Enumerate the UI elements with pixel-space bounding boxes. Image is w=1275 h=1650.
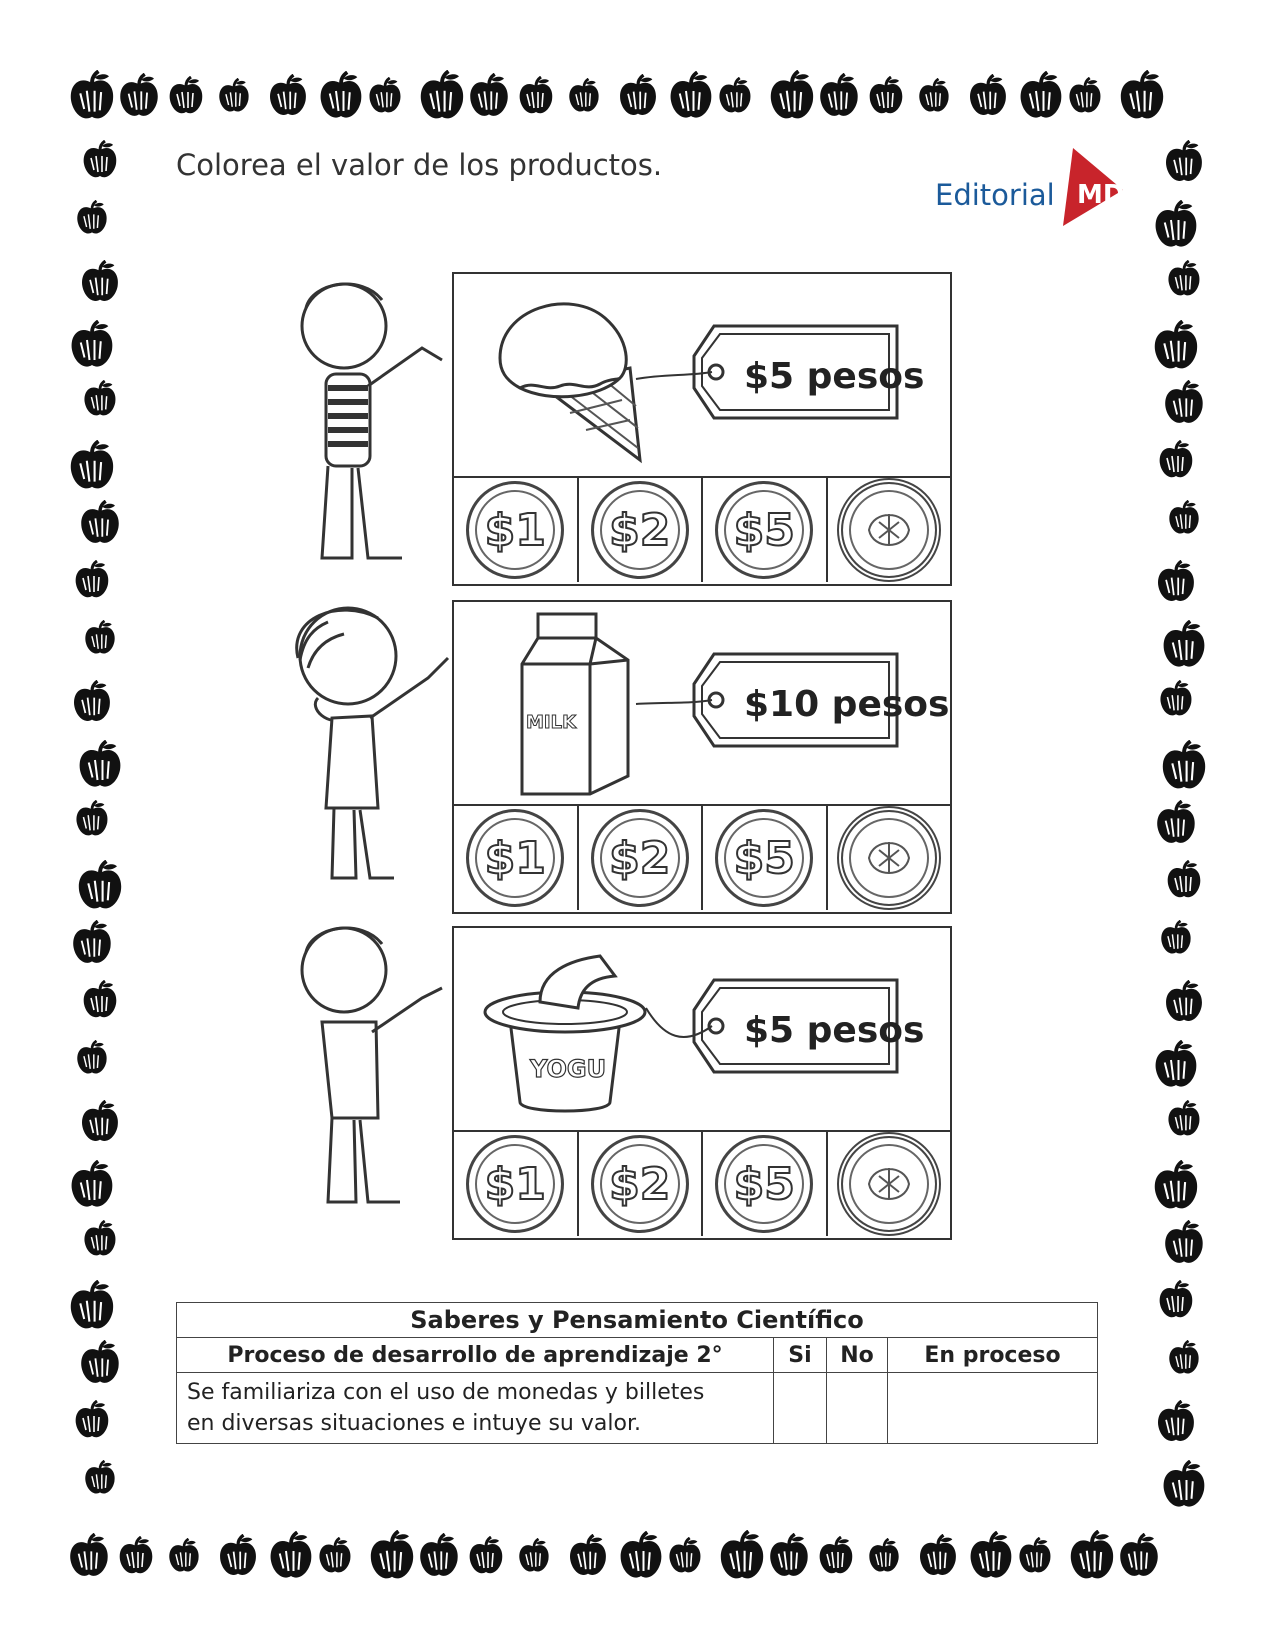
apple-icon — [1116, 1533, 1162, 1579]
check-no-cell[interactable] — [827, 1373, 888, 1444]
coin-1-icon[interactable]: $1 — [466, 481, 564, 579]
coin-10-icon[interactable] — [837, 1132, 941, 1236]
apple-icon — [316, 71, 366, 121]
apple-icon — [74, 860, 126, 912]
apple-icon — [716, 77, 754, 115]
milk-label: MILK — [526, 712, 577, 733]
coin-2-icon[interactable]: $2 — [591, 1135, 689, 1233]
apple-icon — [73, 800, 111, 838]
apple-icon — [77, 1340, 123, 1386]
header-process: Proceso de desarrollo de aprendizaje 2° — [177, 1338, 774, 1373]
ice-cream-icon — [490, 288, 650, 468]
coin-cell[interactable] — [454, 478, 579, 582]
apple-icon — [1156, 1280, 1196, 1320]
tag-string — [644, 998, 714, 1058]
coin-2-icon[interactable]: $2 — [591, 481, 689, 579]
apple-icon — [81, 1220, 119, 1258]
apple-icon — [866, 76, 906, 116]
apple-icon — [1162, 980, 1206, 1024]
apple-icon — [69, 920, 115, 966]
apple-icon — [77, 500, 123, 546]
apple-icon — [74, 1040, 110, 1076]
coin-cell[interactable] — [703, 1132, 828, 1236]
apple-icon — [1150, 320, 1202, 372]
apple-icon — [1159, 620, 1209, 670]
price-label: $5 pesos — [744, 1010, 925, 1051]
coin-cell[interactable] — [579, 478, 704, 582]
apple-icon — [366, 77, 404, 115]
apple-icon — [666, 71, 716, 121]
apple-icon — [1154, 1400, 1198, 1444]
apple-icon — [416, 70, 468, 122]
coin-cell[interactable] — [579, 1132, 704, 1236]
check-en-proceso-cell[interactable] — [888, 1373, 1098, 1444]
coin-cell[interactable] — [454, 1132, 579, 1236]
apple-icon — [67, 1160, 117, 1210]
apple-icon — [66, 440, 118, 492]
apple-icon — [816, 73, 862, 119]
coin-cell[interactable] — [828, 1132, 951, 1236]
apple-icon — [1161, 380, 1207, 426]
coin-row — [454, 806, 950, 910]
apple-icon — [1165, 1100, 1203, 1138]
apple-icon — [1016, 1537, 1054, 1575]
coin-5-icon[interactable]: $5 — [715, 1135, 813, 1233]
apple-icon — [1158, 740, 1210, 792]
coin-cell[interactable] — [703, 806, 828, 910]
apple-icon — [966, 1531, 1016, 1581]
apple-icon — [316, 1537, 354, 1575]
apple-icon — [81, 380, 119, 418]
price-label: $10 pesos — [744, 684, 950, 725]
apple-icon — [266, 1531, 316, 1581]
apple-icon — [1166, 500, 1202, 536]
apple-icon — [116, 1536, 156, 1576]
apple-icon — [766, 1533, 812, 1579]
apple-icon — [616, 1531, 666, 1581]
coin-5-icon[interactable]: $5 — [715, 809, 813, 907]
header-si: Si — [774, 1338, 827, 1373]
apple-icon — [78, 260, 122, 304]
milk-carton-icon — [516, 608, 636, 798]
apple-icon — [1158, 920, 1194, 956]
header-en-proceso: En proceso — [888, 1338, 1098, 1373]
girl-pointing-icon — [278, 598, 453, 898]
editorial-logo — [935, 148, 1123, 228]
apple-icon — [1162, 140, 1206, 184]
apple-icon — [366, 1530, 418, 1582]
boy-pointing-icon — [282, 922, 452, 1222]
apple-icon — [166, 76, 206, 116]
apple-icon — [916, 1534, 960, 1578]
apple-icon — [1156, 440, 1196, 480]
apple-icon — [72, 560, 112, 600]
apple-icon — [1166, 1340, 1202, 1376]
apple-icon — [1150, 1160, 1202, 1212]
apple-icon — [216, 1534, 260, 1578]
product-panel-yogurt — [452, 926, 952, 1240]
check-si-cell[interactable] — [774, 1373, 827, 1444]
header-no: No — [827, 1338, 888, 1373]
apple-icon — [66, 70, 118, 122]
coin-2-icon[interactable]: $2 — [591, 809, 689, 907]
apple-icon — [82, 1460, 118, 1496]
apple-icon — [67, 320, 117, 370]
apple-icon — [466, 73, 512, 119]
apple-icon — [1066, 1530, 1118, 1582]
apple-icon — [866, 1538, 902, 1574]
assessment-table — [176, 1302, 1098, 1444]
table-title: Saberes y Pensamiento Científico — [177, 1303, 1098, 1338]
apple-icon — [66, 1280, 118, 1332]
apple-icon — [1161, 1220, 1207, 1266]
criterion-line-2: en diversas situaciones e intuye su valor. — [187, 1411, 641, 1436]
tag-string — [634, 334, 714, 394]
coin-10-icon[interactable] — [837, 478, 941, 582]
coin-1-icon[interactable]: $1 — [466, 809, 564, 907]
apple-icon — [516, 1538, 552, 1574]
apple-icon — [1153, 800, 1199, 846]
apple-icon — [1151, 1040, 1201, 1090]
apple-icon — [82, 620, 118, 656]
apple-icon — [75, 740, 125, 790]
apple-icon — [78, 1100, 122, 1144]
apple-icon — [1151, 200, 1201, 250]
yogurt-label: YOGU — [530, 1055, 607, 1083]
coin-row — [454, 1132, 950, 1236]
apple-icon — [266, 74, 310, 118]
apple-icon — [1066, 77, 1104, 115]
coin-cell[interactable] — [828, 478, 951, 582]
apple-icon — [616, 74, 660, 118]
coin-cell[interactable] — [454, 806, 579, 910]
apple-icon — [116, 73, 162, 119]
apple-icon — [1164, 860, 1204, 900]
apple-icon — [1165, 260, 1203, 298]
apple-icon — [1116, 70, 1168, 122]
product-panel-milk — [452, 600, 952, 914]
coin-row — [454, 478, 950, 582]
apple-icon — [1154, 560, 1198, 604]
apple-icon — [216, 78, 252, 114]
apple-icon — [74, 200, 110, 236]
yogurt-cup-icon — [480, 942, 650, 1122]
criterion-line-1: Se familiariza con el uso de monedas y billetes — [187, 1380, 705, 1405]
apple-icon — [416, 1533, 462, 1579]
apple-icon — [70, 680, 114, 724]
apple-icon — [516, 76, 556, 116]
apple-icon — [466, 1536, 506, 1576]
logo-text: Editorial — [935, 178, 1055, 212]
price-label: $5 pesos — [744, 356, 925, 397]
apple-icon — [566, 78, 602, 114]
coin-cell[interactable] — [703, 478, 828, 582]
apple-icon — [816, 1536, 856, 1576]
apple-icon — [966, 74, 1010, 118]
apple-icon — [166, 1538, 202, 1574]
apple-icon — [566, 1534, 610, 1578]
apple-icon — [1159, 1460, 1209, 1510]
coin-cell[interactable] — [828, 806, 951, 910]
md-logo-icon — [1055, 148, 1125, 228]
apple-icon — [80, 140, 120, 180]
apple-icon — [66, 1533, 112, 1579]
apple-icon — [766, 70, 818, 122]
boy-pointing-icon — [282, 278, 452, 578]
apple-icon — [716, 1530, 768, 1582]
svg-text:MD: MD — [1077, 180, 1125, 210]
instruction-text: Colorea el valor de los productos. — [176, 148, 663, 182]
coin-10-icon[interactable] — [837, 806, 941, 910]
apple-icon — [1016, 71, 1066, 121]
apple-icon — [1157, 680, 1195, 718]
tag-string — [634, 672, 714, 722]
coin-cell[interactable] — [579, 806, 704, 910]
apple-icon — [666, 1537, 704, 1575]
apple-icon — [916, 78, 952, 114]
coin-5-icon[interactable]: $5 — [715, 481, 813, 579]
apple-icon — [80, 980, 120, 1020]
criterion-cell — [177, 1373, 774, 1444]
coin-1-icon[interactable]: $1 — [466, 1135, 564, 1233]
apple-icon — [72, 1400, 112, 1440]
product-panel-ice-cream — [452, 272, 952, 586]
